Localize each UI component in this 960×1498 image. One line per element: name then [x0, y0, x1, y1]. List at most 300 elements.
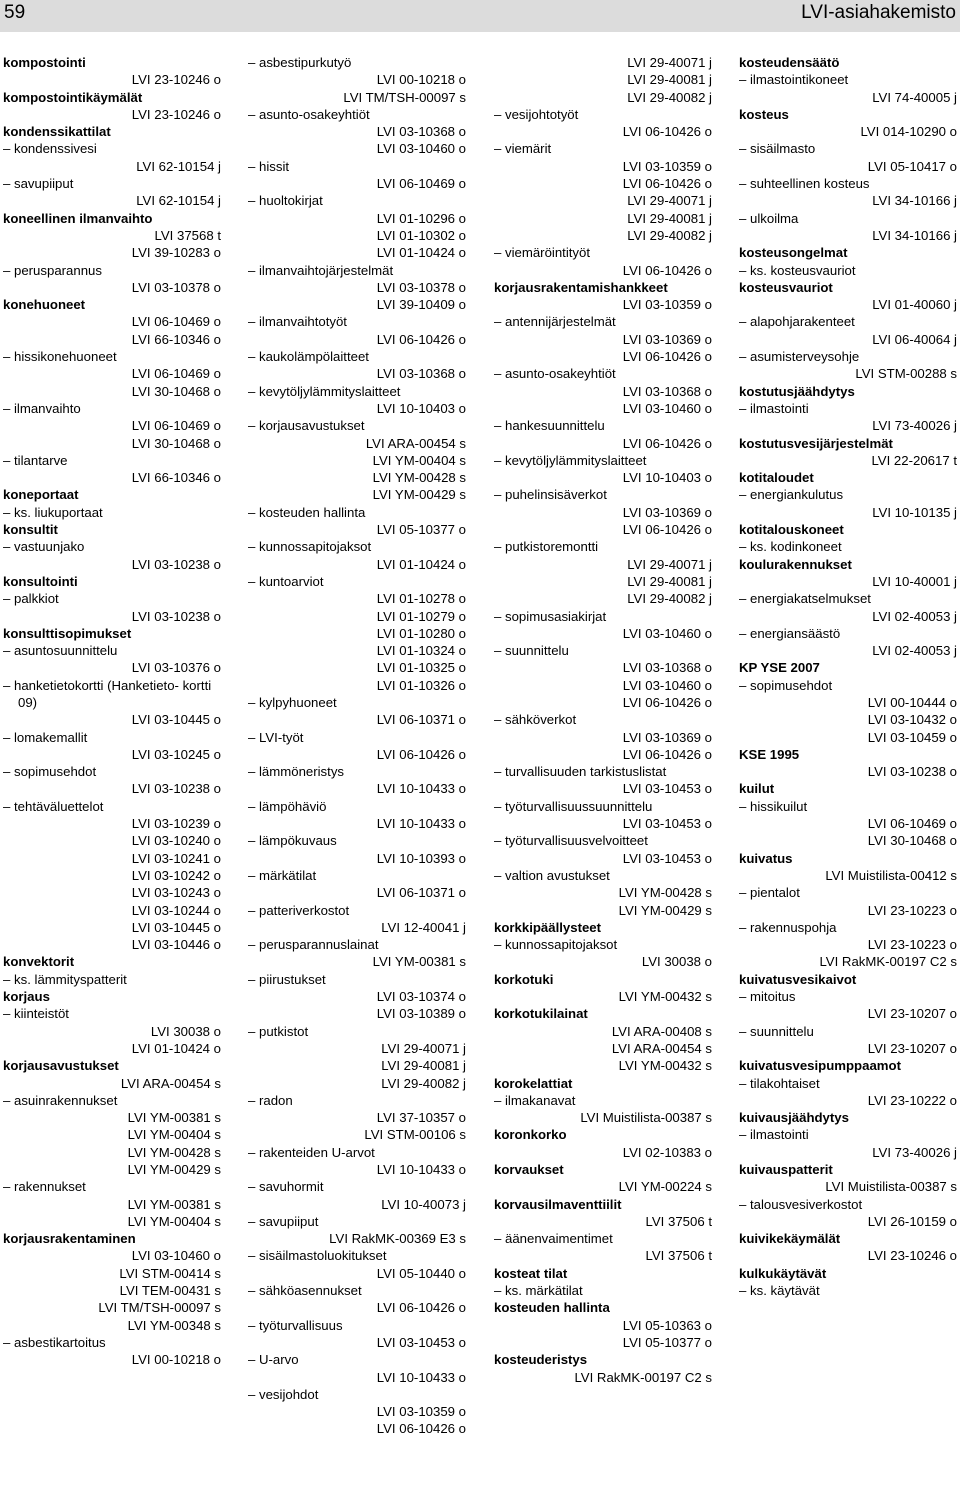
index-heading: korjaus [3, 989, 50, 1005]
index-reference: LVI YM-00432 s [618, 989, 712, 1005]
index-reference: LVI 29-40081 j [627, 573, 712, 589]
index-subentry: – kevytöljylämmityslaitteet [248, 383, 466, 400]
index-reference: LVI 29-40071 j [627, 193, 712, 209]
index-subentry: – mitoitus [739, 988, 957, 1005]
index-reference: LVI 39-10283 o [131, 245, 221, 261]
index-reference: LVI 01-10424 o [131, 1040, 221, 1056]
index-reference: LVI 06-10469 o [867, 816, 957, 832]
index-reference: LVI 06-10469 o [131, 366, 221, 382]
index-subentry: – ilmanvaihtotyöt [248, 313, 466, 330]
index-reference: LVI 03-10453 o [622, 850, 712, 866]
index-reference: LVI 01-10324 o [376, 643, 466, 659]
index-subentry: – valtion avustukset [494, 867, 712, 884]
index-reference: LVI 23-10223 o [867, 902, 957, 918]
index-reference: LVI 74-40005 j [872, 89, 957, 105]
index-reference: LVI 03-10376 o [131, 660, 221, 676]
index-reference: LVI 03-10389 o [376, 1006, 466, 1022]
index-reference: LVI 23-10207 o [867, 1040, 957, 1056]
index-reference: LVI 23-10223 o [867, 937, 957, 953]
index-subentry: – viemäröintityöt [494, 244, 712, 261]
index-subentry: – viemärit [494, 140, 712, 157]
index-reference: LVI 10-10393 o [376, 850, 466, 866]
index-subentry: – energiansäästö [739, 625, 957, 642]
index-subentry: – suhteellinen kosteus [739, 175, 957, 192]
index-reference: LVI Muistilista-00387 s [825, 1179, 957, 1195]
index-reference: LVI 02-40053 j [872, 608, 957, 624]
index-reference: LVI 62-10154 j [136, 193, 221, 209]
index-reference: LVI 06-10426 o [376, 1300, 466, 1316]
index-heading: koronkorko [494, 1127, 567, 1143]
index-reference: LVI 26-10159 o [867, 1213, 957, 1229]
index-reference: LVI 03-10239 o [131, 816, 221, 832]
index-heading: kosteudensäätö [739, 55, 840, 70]
index-reference: LVI 03-10243 o [131, 885, 221, 901]
index-subentry: – kylpyhuoneet [248, 694, 466, 711]
index-heading: KP YSE 2007 [739, 660, 820, 676]
index-reference: LVI 37506 t [645, 1248, 712, 1264]
index-reference: LVI 05-10440 o [376, 1265, 466, 1281]
index-heading: korkotukilainat [494, 1006, 588, 1022]
index-reference: LVI 23-10207 o [867, 1006, 957, 1022]
index-subentry: – vastuunjako [3, 538, 221, 555]
index-reference: LVI 06-10426 o [622, 262, 712, 278]
index-reference: LVI YM-00432 s [618, 1058, 712, 1074]
index-subentry: – savupiiput [3, 175, 221, 192]
index-subentry: – putkistoremontti [494, 538, 712, 555]
index-subentry: – asuntosuunnittelu [3, 642, 221, 659]
index-subentry: – sisäilmastoluokitukset [248, 1247, 466, 1264]
index-reference: LVI 10-40001 j [872, 573, 957, 589]
index-reference: LVI 34-10166 j [872, 227, 957, 243]
index-reference: LVI 03-10445 o [131, 712, 221, 728]
index-reference: LVI 03-10240 o [131, 833, 221, 849]
index-reference: LVI 01-10325 o [376, 660, 466, 676]
index-reference: LVI 29-40082 j [627, 591, 712, 607]
index-column-4 [739, 54, 957, 1299]
index-reference: LVI 03-10359 o [622, 297, 712, 313]
index-subentry: – ks. liukuportaat [3, 504, 221, 521]
index-reference: LVI 06-10426 o [376, 331, 466, 347]
index-subentry: – hankesuunnittelu [494, 417, 712, 434]
index-reference: LVI 39-10409 o [376, 297, 466, 313]
index-reference: LVI 01-10280 o [376, 625, 466, 641]
index-reference: LVI TEM-00431 s [119, 1283, 221, 1299]
index-reference: LVI 01-10278 o [376, 591, 466, 607]
index-reference: LVI 73-40026 j [872, 1144, 957, 1160]
index-heading: korokelattiat [494, 1075, 573, 1091]
index-reference: LVI 03-10378 o [131, 279, 221, 295]
index-reference: LVI 30038 o [150, 1023, 221, 1039]
index-reference: LVI 01-10424 o [376, 556, 466, 572]
index-reference: LVI 30038 o [641, 954, 712, 970]
index-subentry: – ulkoilma [739, 210, 957, 227]
index-reference: LVI 01-10296 o [376, 210, 466, 226]
index-subentry: – antennijärjestelmät [494, 313, 712, 330]
index-reference: LVI 06-10426 o [376, 746, 466, 762]
index-reference: LVI 03-10241 o [131, 850, 221, 866]
index-subentry: – lämmöneristys [248, 763, 466, 780]
index-reference: LVI 05-10377 o [376, 522, 466, 538]
index-heading: kosteat tilat [494, 1265, 568, 1281]
index-reference: LVI 00-10218 o [131, 1352, 221, 1368]
index-heading: kuivausjäähdytys [739, 1110, 849, 1126]
index-subentry: – ks. kosteusvauriot [739, 262, 957, 279]
index-reference: LVI 03-10359 o [376, 1404, 466, 1420]
index-heading: korkotuki [494, 971, 554, 987]
index-subentry: – sähköasennukset [248, 1282, 466, 1299]
index-heading: konvektorit [3, 954, 75, 970]
index-subentry: – perusparannus [3, 262, 221, 279]
index-reference: LVI 37506 t [645, 1213, 712, 1229]
index-reference: LVI 30-10468 o [867, 833, 957, 849]
index-subentry: – ilmakanavat [494, 1092, 712, 1109]
index-reference: LVI 01-10326 o [376, 677, 466, 693]
index-reference: LVI 30-10468 o [131, 383, 221, 399]
index-heading: kuivauspatterit [739, 1162, 833, 1177]
index-subentry: – kosteuden hallinta [248, 504, 466, 521]
index-subentry: – hissikuilut [739, 798, 957, 815]
index-subentry: – kondenssivesi [3, 140, 221, 157]
index-reference: LVI 03-10369 o [622, 504, 712, 520]
index-heading: kompostointi [3, 55, 86, 70]
index-subentry: – LVI-työt [248, 729, 466, 746]
index-reference: LVI YM-00404 s [372, 452, 466, 468]
index-subentry: – hanketietokortti (Hanketieto- kortti 09) [3, 677, 221, 712]
index-subentry: – ilmastointikoneet [739, 71, 957, 88]
index-reference: LVI 00-10444 o [867, 694, 957, 710]
index-heading: kuilut [739, 781, 775, 797]
index-reference: LVI ARA-00454 s [365, 435, 466, 451]
index-subentry: – radon [248, 1092, 466, 1109]
index-subentry: – kunnossapitojaksot [248, 538, 466, 555]
index-reference: LVI 29-40071 j [381, 1040, 466, 1056]
index-reference: LVI 03-10453 o [376, 1334, 466, 1350]
index-reference: LVI 06-10469 o [131, 418, 221, 434]
index-reference: LVI 06-10371 o [376, 712, 466, 728]
index-subentry: – energiankulutus [739, 486, 957, 503]
index-reference: LVI 01-10279 o [376, 608, 466, 624]
index-heading: KSE 1995 [739, 746, 800, 762]
index-reference: LVI 06-10426 o [376, 1421, 466, 1437]
index-subentry: – korjausavustukset [248, 417, 466, 434]
index-reference: LVI YM-00348 s [127, 1317, 221, 1333]
index-reference: LVI 10-40073 j [381, 1196, 466, 1212]
index-reference: LVI 06-40064 j [872, 331, 957, 347]
index-subentry: – putkistot [248, 1023, 466, 1040]
index-heading: kosteuderistys [494, 1352, 588, 1368]
index-reference: LVI 03-10378 o [376, 279, 466, 295]
index-heading: kompostointikäymälät [3, 89, 143, 105]
index-reference: LVI STM-00288 s [855, 366, 957, 382]
index-reference: LVI YM-00428 s [618, 885, 712, 901]
index-subentry: – huoltokirjat [248, 192, 466, 209]
index-reference: LVI YM-00381 s [372, 954, 466, 970]
index-subentry: – puhelinsisäverkot [494, 486, 712, 503]
index-reference: LVI YM-00429 s [372, 487, 466, 503]
index-subentry: – märkätilat [248, 867, 466, 884]
index-reference: LVI 05-10377 o [622, 1334, 712, 1350]
index-subentry: – työturvallisuusvelvoitteet [494, 832, 712, 849]
index-heading: kuivikekäymälät [739, 1231, 841, 1247]
index-subentry: – tilakohtaiset [739, 1075, 957, 1092]
index-reference: LVI 03-10368 o [376, 124, 466, 140]
index-subentry: – rakennuspohja [739, 919, 957, 936]
index-subentry: – U-arvo [248, 1351, 466, 1368]
index-subentry: – työturvallisuus [248, 1317, 466, 1334]
index-reference: LVI 03-10446 o [131, 937, 221, 953]
index-reference: LVI 03-10460 o [131, 1248, 221, 1264]
index-subentry: – energiakatselmukset [739, 590, 957, 607]
index-reference: LVI STM-00414 s [119, 1265, 221, 1281]
index-heading: kotitalouskoneet [739, 522, 844, 538]
index-subentry: – savupiiput [248, 1213, 466, 1230]
index-reference: LVI 29-40081 j [627, 210, 712, 226]
index-subentry: – alapohjarakenteet [739, 313, 957, 330]
index-reference: LVI Muistilista-00412 s [825, 867, 957, 883]
index-reference: LVI 02-10383 o [622, 1144, 712, 1160]
index-reference: LVI RakMK-00197 C2 s [574, 1369, 712, 1385]
index-reference: LVI ARA-00408 s [611, 1023, 712, 1039]
index-reference: LVI 03-10238 o [131, 608, 221, 624]
index-heading: konsultointi [3, 573, 78, 589]
index-reference: LVI 03-10374 o [376, 989, 466, 1005]
index-reference: LVI 03-10460 o [622, 400, 712, 416]
index-subentry: – sähköverkot [494, 711, 712, 728]
index-subentry: – vesijohtotyöt [494, 106, 712, 123]
index-reference: LVI 10-10403 o [622, 470, 712, 486]
index-reference: LVI 10-10433 o [376, 1369, 466, 1385]
index-reference: LVI 66-10346 o [131, 331, 221, 347]
index-reference: LVI 03-10368 o [376, 366, 466, 382]
index-subentry: – sopimusehdot [739, 677, 957, 694]
index-subentry: – hissit [248, 158, 466, 175]
index-subentry: – rakennukset [3, 1178, 221, 1195]
index-heading: kuivatus [739, 850, 793, 866]
index-reference: LVI YM-00381 s [127, 1196, 221, 1212]
index-heading: kosteuden hallinta [494, 1300, 610, 1316]
index-reference: LVI RakMK-00197 C2 s [819, 954, 957, 970]
index-heading: konsulttisopimukset [3, 625, 132, 641]
index-subentry: – asumisterveysohje [739, 348, 957, 365]
index-reference: LVI 29-40071 j [627, 556, 712, 572]
index-reference: LVI YM-00381 s [127, 1110, 221, 1126]
index-subentry: – kaukolämpölaitteet [248, 348, 466, 365]
index-heading: kotitaloudet [739, 470, 814, 486]
index-subentry: – sopimusasiakirjat [494, 608, 712, 625]
index-subentry: – tehtäväluettelot [3, 798, 221, 815]
index-reference: LVI 34-10166 j [872, 193, 957, 209]
index-heading: korvaukset [494, 1162, 564, 1177]
index-reference: LVI 03-10368 o [622, 660, 712, 676]
index-subentry: – tilantarve [3, 452, 221, 469]
index-reference: LVI 01-40060 j [872, 297, 957, 313]
index-reference: LVI 06-10469 o [376, 176, 466, 192]
index-subentry: – palkkiot [3, 590, 221, 607]
index-subentry: – ks. kodinkoneet [739, 538, 957, 555]
index-subentry: – ilmastointi [739, 1126, 957, 1143]
index-heading: konsultit [3, 522, 58, 538]
index-reference: LVI 03-10368 o [622, 383, 712, 399]
index-column-1 [3, 54, 221, 1369]
index-heading: korjausrakentamishankkeet [494, 279, 668, 295]
index-heading: kondenssikattilat [3, 124, 111, 140]
index-reference: LVI 01-10302 o [376, 227, 466, 243]
page-number: 59 [4, 2, 26, 23]
index-reference: LVI 03-10244 o [131, 902, 221, 918]
index-reference: LVI 62-10154 j [136, 158, 221, 174]
index-reference: LVI 06-10426 o [622, 349, 712, 365]
index-subentry: – vesijohdot [248, 1386, 466, 1403]
index-subentry: – työturvallisuussuunnittelu [494, 798, 712, 815]
index-heading: koneellinen ilmanvaihto [3, 210, 153, 226]
index-heading: kuivatusvesikaivot [739, 971, 857, 987]
index-reference: LVI YM-00224 s [618, 1179, 712, 1195]
index-subentry: – äänenvaimentimet [494, 1230, 712, 1247]
index-reference: LVI 03-10238 o [867, 764, 957, 780]
index-reference: LVI 29-40071 j [627, 55, 712, 70]
index-heading: koneportaat [3, 487, 79, 503]
index-subentry: – ilmastointi [739, 400, 957, 417]
index-column-3 [494, 54, 712, 1386]
index-heading: kosteus [739, 106, 789, 122]
index-subentry: – kuntoarviot [248, 573, 466, 590]
index-heading: kostutusvesijärjestelmät [739, 435, 893, 451]
index-subentry: – savuhormit [248, 1178, 466, 1195]
index-reference: LVI 23-10246 o [131, 106, 221, 122]
index-reference: LVI 06-10426 o [622, 746, 712, 762]
index-reference: LVI 03-10245 o [131, 746, 221, 762]
index-reference: LVI 05-10363 o [622, 1317, 712, 1333]
index-reference: LVI 12-40041 j [381, 919, 466, 935]
index-column-2 [248, 54, 466, 1438]
index-reference: LVI 03-10459 o [867, 729, 957, 745]
index-subentry: – talousvesiverkostot [739, 1196, 957, 1213]
index-reference: LVI Muistilista-00387 s [580, 1110, 712, 1126]
index-reference: LVI YM-00429 s [618, 902, 712, 918]
index-reference: LVI 02-40053 j [872, 643, 957, 659]
index-reference: LVI 22-20617 t [871, 452, 957, 468]
index-heading: kuivatusvesipumppaamot [739, 1058, 901, 1074]
index-reference: LVI 23-10246 o [131, 72, 221, 88]
index-reference: LVI 23-10246 o [867, 1248, 957, 1264]
index-reference: LVI 29-40082 j [627, 227, 712, 243]
index-subentry: – lämpökuvaus [248, 832, 466, 849]
index-subentry: – ks. märkätilat [494, 1282, 712, 1299]
index-subentry: – sopimusehdot [3, 763, 221, 780]
index-reference: LVI 06-10426 o [622, 694, 712, 710]
index-subentry: – asbestikartoitus [3, 1334, 221, 1351]
index-heading: korvausilmaventtiilit [494, 1196, 622, 1212]
index-reference: LVI 03-10238 o [131, 781, 221, 797]
index-subentry: – kevytöljylämmityslaitteet [494, 452, 712, 469]
index-reference: LVI 014-10290 o [860, 124, 957, 140]
index-subentry: – asunto-osakeyhtiöt [494, 365, 712, 382]
index-subentry: – lämpöhäviö [248, 798, 466, 815]
index-reference: LVI 37-10357 o [376, 1110, 466, 1126]
index-reference: LVI 29-40082 j [381, 1075, 466, 1091]
index-reference: LVI RakMK-00369 E3 s [329, 1231, 466, 1247]
index-subentry: – ks. käytävät [739, 1282, 957, 1299]
index-reference: LVI YM-00429 s [127, 1162, 221, 1177]
index-reference: LVI TM/TSH-00097 s [98, 1300, 221, 1316]
index-subentry: – asunto-osakeyhtiöt [248, 106, 466, 123]
index-reference: LVI 03-10369 o [622, 331, 712, 347]
index-subentry: – ks. lämmityspatterit [3, 971, 221, 988]
index-reference: LVI TM/TSH-00097 s [343, 89, 466, 105]
index-reference: LVI 06-10426 o [622, 522, 712, 538]
index-subentry: – sisäilmasto [739, 140, 957, 157]
index-heading: kostutusjäähdytys [739, 383, 855, 399]
index-reference: LVI 06-10426 o [622, 176, 712, 192]
index-reference: LVI 03-10453 o [622, 781, 712, 797]
page-title: LVI-asiahakemisto [801, 2, 956, 23]
index-reference: LVI 06-10371 o [376, 885, 466, 901]
index-reference: LVI YM-00404 s [127, 1127, 221, 1143]
index-reference: LVI STM-00106 s [364, 1127, 466, 1143]
index-reference: LVI 03-10453 o [622, 816, 712, 832]
index-subentry: – pientalot [739, 884, 957, 901]
index-reference: LVI ARA-00454 s [120, 1075, 221, 1091]
index-reference: LVI 06-10426 o [622, 124, 712, 140]
index-reference: LVI 10-10403 o [376, 400, 466, 416]
index-reference: LVI 29-40082 j [627, 89, 712, 105]
index-reference: LVI 29-40081 j [381, 1058, 466, 1074]
index-subentry: – asuinrakennukset [3, 1092, 221, 1109]
index-reference: LVI 03-10460 o [622, 677, 712, 693]
index-heading: korjausavustukset [3, 1058, 119, 1074]
index-heading: kosteusongelmat [739, 245, 848, 261]
index-reference: LVI 03-10369 o [622, 729, 712, 745]
index-subentry: – lomakemallit [3, 729, 221, 746]
index-reference: LVI 10-10433 o [376, 816, 466, 832]
index-reference: LVI 03-10460 o [376, 141, 466, 157]
index-subentry: – turvallisuuden tarkistuslistat [494, 763, 712, 780]
index-reference: LVI YM-00428 s [127, 1144, 221, 1160]
index-reference: LVI 30-10468 o [131, 435, 221, 451]
index-subentry: – hissikonehuoneet [3, 348, 221, 365]
index-reference: LVI 01-10424 o [376, 245, 466, 261]
index-subentry: – ilmanvaihto [3, 400, 221, 417]
index-reference: LVI 05-10417 o [867, 158, 957, 174]
index-heading: kosteusvauriot [739, 279, 833, 295]
index-reference: LVI 06-10426 o [622, 435, 712, 451]
index-subentry: – kiinteistöt [3, 1005, 221, 1022]
index-subentry: – kunnossapitojaksot [494, 936, 712, 953]
index-reference: LVI 03-10445 o [131, 919, 221, 935]
index-reference: LVI 03-10460 o [622, 625, 712, 641]
index-reference: LVI 03-10238 o [131, 556, 221, 572]
index-reference: LVI 10-10135 j [872, 504, 957, 520]
index-heading: kulkukäytävät [739, 1265, 827, 1281]
index-reference: LVI 29-40081 j [627, 72, 712, 88]
index-reference: LVI YM-00428 s [372, 470, 466, 486]
index-reference: LVI 23-10222 o [867, 1092, 957, 1108]
index-reference: LVI 03-10359 o [622, 158, 712, 174]
index-subentry: – suunnittelu [739, 1023, 957, 1040]
index-reference: LVI 03-10242 o [131, 867, 221, 883]
index-subentry: – suunnittelu [494, 642, 712, 659]
index-reference: LVI 06-10469 o [131, 314, 221, 330]
index-reference: LVI YM-00404 s [127, 1213, 221, 1229]
index-reference: LVI 10-10433 o [376, 781, 466, 797]
index-subentry: – rakenteiden U-arvot [248, 1144, 466, 1161]
index-heading: korkkipäällysteet [494, 919, 602, 935]
index-subentry: – piirustukset [248, 971, 466, 988]
index-reference: LVI 00-10218 o [376, 72, 466, 88]
index-reference: LVI 37568 t [154, 227, 221, 243]
index-subentry: – patteriverkostot [248, 902, 466, 919]
index-reference: LVI 73-40026 j [872, 418, 957, 434]
